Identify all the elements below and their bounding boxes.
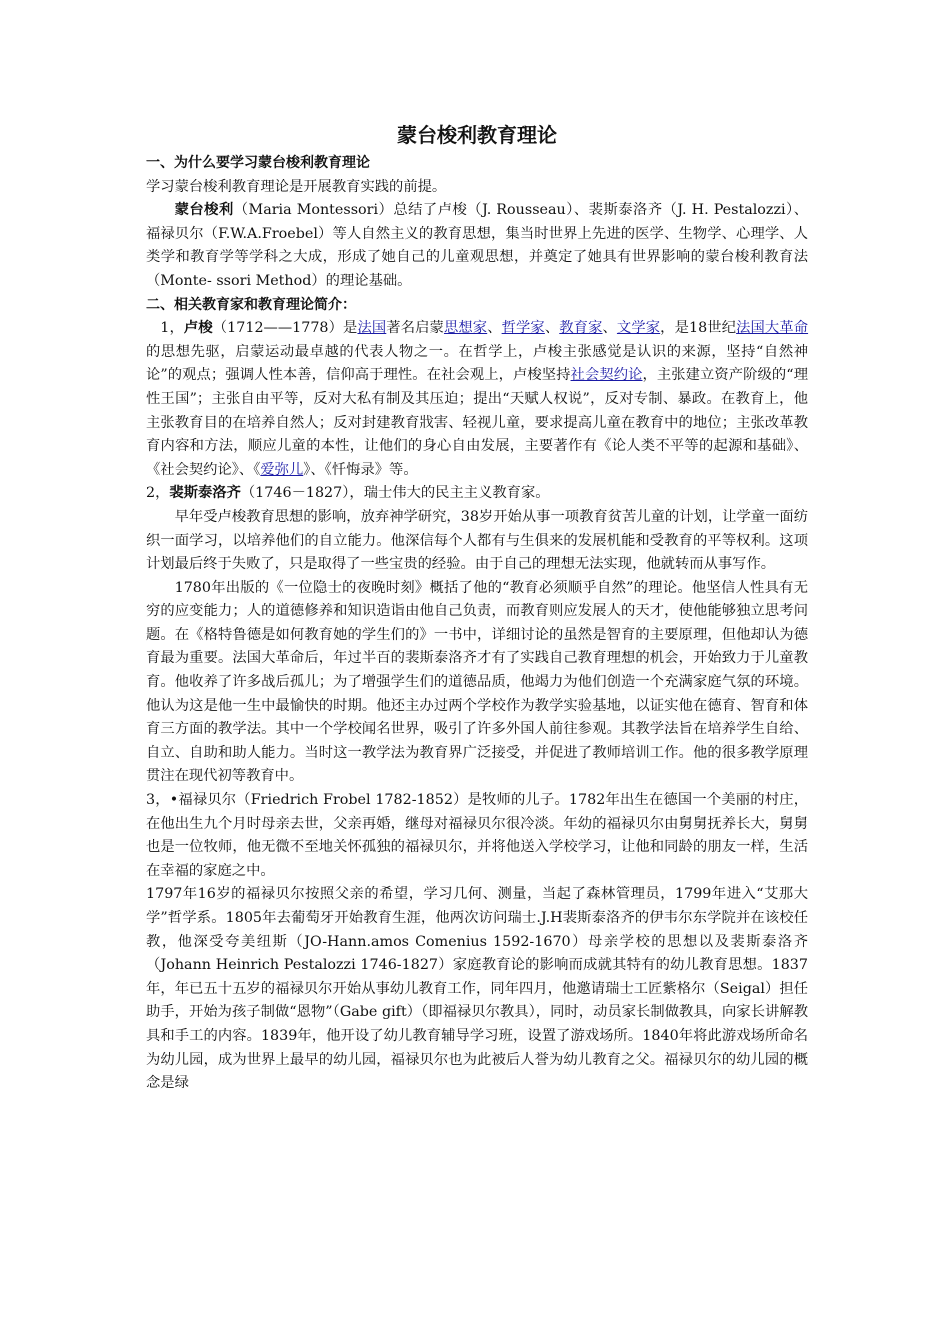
link-french-revolution[interactable]: 法国大革命 [736,320,809,337]
section1-paragraph-2 [146,199,808,293]
page-title: 蒙台梭利教育理论 [397,123,557,147]
text-span: 、 [602,320,617,337]
item-number: 2， [146,485,170,502]
section2-heading: 二、相关教育家和教育理论简介： [146,296,356,313]
link-social-contract[interactable]: 社会契约论 [570,367,643,384]
text-span: ，主张建立资产阶级的“理性王国”；主张自由平等，反对大私有制及其压迫；提出“天赋人权说”，反对专制、暴政。在教育上，他主张教育目的在培养自然人；反对封建教育戕害、轻视儿童，要求提高儿童在教育中的地位；主张改革教育内容和方法，顺应儿童的本性，让他们的身心自由发展，主要著作有《论人类不平等的起源和基础》、《社会契约论》、《 [146,367,809,478]
froebel-paragraph-2: 1797年16岁的福禄贝尔按照父亲的希望，学习几何、测量，当起了森林管理员，1799年进入“艾那大学”哲学系。1805年去葡萄牙开始教育生涯，他两次访问瑞士.J.H裴斯泰洛齐的伊韦尔东学院并在该校任教，他深受夸美纽斯（JO-Hann.amos Comenius 1592-1670）母亲学校的思想以及裴斯泰洛齐（Johann Heinrich Pestalozzi 1746-1827）家庭教育论的影响而成就其特有的幼儿教育思想。1837年，年已五十五岁的福禄贝尔开始从事幼儿教育工作，同年四月，他邀请瑞士工匠紫格尔（Seigal）担任助手，开始为孩子制做“恩物”（Gabe gift）（即福禄贝尔教具），同时，动员家长制做教具，向家长讲解教具和手工的内容。1839年，他开设了幼儿教育辅导学习班，设置了游戏场所。1840年将此游戏场所命名为幼儿园，成为世界上最早的幼儿园，福禄贝尔也为此被后人誉为幼儿教育之父。福禄贝尔的幼儿园的概念是绿 [146,886,808,1092]
pestalozzi-name: 裴斯泰洛齐 [169,485,241,502]
text-span: 著名启蒙 [386,320,444,337]
section1-heading: 一、为什么要学习蒙台梭利教育理论 [146,155,370,171]
rousseau-name: 卢梭 [183,320,213,337]
text-span: 、 [487,320,502,337]
link-writer[interactable]: 文学家 [616,320,661,337]
link-emile[interactable]: 爱弥儿 [260,461,304,478]
item-number: 1， [160,320,184,337]
pestalozzi-paragraph-1: 早年受卢梭教育思想的影响，放弃神学研究，38岁开始从事一项教育贫苦儿童的计划，让学童一面纺织一面学习，以培养他们的自立能力。他深信每个人都有与生俱来的发展机能和受教育的平等权利。这项计划最后终于失败了，只是取得了一些宝贵的经验。由于自己的理想无法实现，他就转而从事写作。 [146,508,808,573]
pestalozzi-intro [146,482,808,506]
text-span: 的思想先驱，启蒙运动最卓越的代表人物之一。在哲学上，卢梭主张感觉是认识的来源，坚持“自然神论”的观点；强调人性本善，信仰高于理性。在社会观上，卢梭坚持 [146,343,808,384]
text-span: （1712——1778）是 [212,320,358,337]
rousseau-paragraph [146,317,808,482]
froebel-paragraph-1: 3，•福禄贝尔（Friedrich Frobel 1782-1852）是牧师的儿子。1782年出生在德国一个美丽的村庄，在他出生九个月时母亲去世，父亲再婚，继母对福禄贝尔很冷淡。年幼的福禄贝尔由舅舅抚养长大，舅舅也是一位牧师，他无微不至地关怀孤独的福禄贝尔，并将他送入学校学习，让他和同龄的朋友一样，生活在幸福的家庭之中。 [146,792,808,879]
text-span: （1746－1827），瑞士伟大的民主主义教育家。 [240,485,550,502]
montessori-name: 蒙台梭利 [174,202,234,219]
link-educator[interactable]: 教育家 [559,320,603,337]
text-span: 、 [544,320,560,337]
section1-paragraph-1: 学习蒙台梭利教育理论是开展教育实践的前提。 [146,178,447,195]
link-france[interactable]: 法国 [357,320,387,337]
document-body [146,120,808,1096]
pestalozzi-paragraph-2: 1780年出版的《一位隐士的夜晚时刻》概括了他的“教育必须顺乎自然”的理论。他坚信人性具有无穷的应变能力；人的道德修养和知识造诣由他自己负责，而教育则应发展人的天才，使他能够独立思考问题。在《格特鲁德是如何教育她的学生们的》一书中，详细讨论的虽然是智育的主要原理，但他却认为德育最为重要。法国大革命后，年过半百的裴斯泰洛齐才有了实践自己教育理想的机会，开始致力于儿童教育。他收养了许多战后孤儿；为了增强学生们的道德品质，他竭力为他们创造一个充满家庭气氛的环境。他认为这是他一生中最愉快的时期。他还主办过两个学校作为教学实验基地，以证实他在德育、智育和体育三方面的教学法。其中一个学校闻名世界，吸引了许多外国人前往参观。其教学法旨在培养学生自给、自立、自助和助人能力。当时这一教学法为教育界广泛接受，并促进了教师培训工作。他的很多教学原理贯注在现代初等教育中。 [146,579,808,785]
link-thinker[interactable]: 思想家 [443,320,488,337]
montessori-text: （Maria Montessori）总结了卢梭（J. Rousseau）、裴斯泰洛齐（J. H. Pestalozzi）、福禄贝尔（F.W.A.Froebel）等人自然主义的教育思想，集当时世界上先进的医学、生物学、心理学、人类学和教育学等学科之大成，形成了她自己的儿童观思想，并奠定了她具有世界影响的蒙台梭利教育法（Monte- ssori Method）的理论基础。 [146,202,808,289]
text-span: ，是18世纪 [660,320,737,337]
link-philosopher[interactable]: 哲学家 [501,320,545,337]
text-span: 》、《忏悔录》等。 [303,461,418,478]
